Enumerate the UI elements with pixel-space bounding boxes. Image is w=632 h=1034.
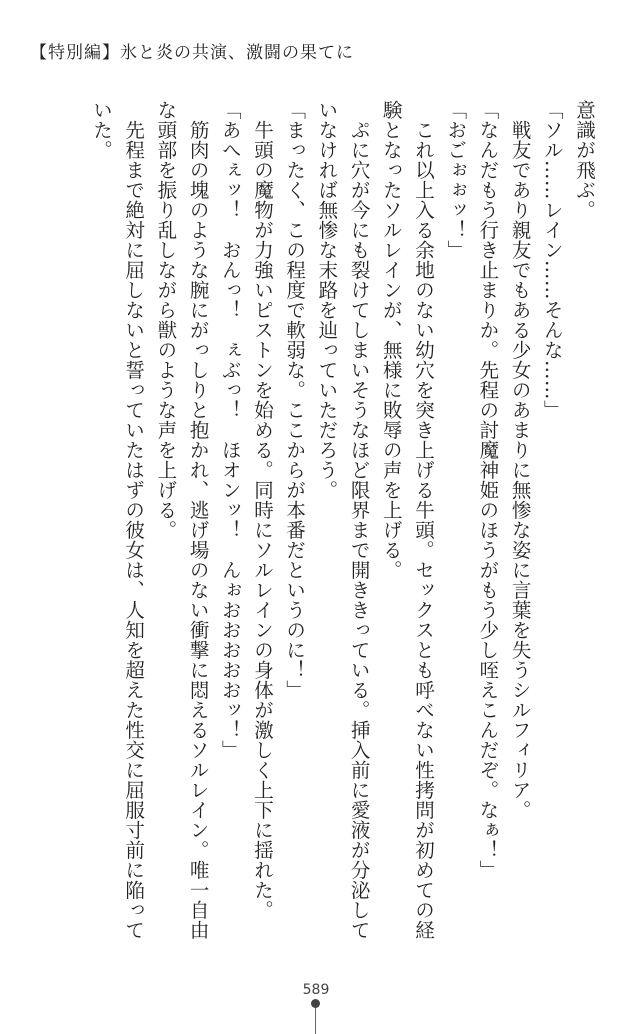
- text-line: 牛頭の魔物が力強いピストンを始める。同時にソルレインの身体が激しく上下に揺れた。: [250, 100, 274, 920]
- page-marker-dot: [311, 999, 320, 1008]
- text-line: 戦友であり親友でもある少女のあまりに無惨な姿に言葉を失うシルフィリア。: [508, 100, 532, 820]
- text-line: 意識が飛ぶ。: [573, 100, 596, 220]
- text-line: 筋肉の塊のような腕にがっしりと抱かれ、逃げ場のない衝撃に悶えるソルレイン。唯一自由な頭部を振り乱しながら獣のような声を上げる。: [154, 100, 210, 940]
- text-line: 「おごぉぉッ！」: [444, 100, 468, 260]
- text-line: 「あへぇッ！ おんっ！ ぇぶっ！ ほオンッ！ んぉおおおおおッ！」: [218, 100, 242, 760]
- text-line: ぷに穴が今にも裂けてしまいそうなほど限界まで開ききっている。挿入前に愛液が分泌していなければ無惨な末路を辿っていただろう。: [315, 100, 371, 940]
- text-line: 「まったく、この程度で軟弱な。ここからが本番だというのに！」: [283, 100, 307, 700]
- page-number: 589: [302, 982, 330, 998]
- vertical-body-text: [30, 100, 600, 950]
- chapter-header: 【特別編】氷と炎の共演、激闘の果てに: [30, 43, 354, 63]
- text-line: 先程まで絶対に屈しないと誓っていたはずの彼女は、人知を超えた性交に屈服寸前に陥っていた。: [89, 100, 146, 940]
- text-line: これ以上入る余地のない幼穴を突き上げる牛頭。セックスとも呼べない性拷問が初めての経験となったソルレインが、無様に敗辱の声を上げる。: [379, 100, 435, 940]
- text-line: 「なんだもう行き止まりか。先程の討魔神姫のほうがもう少し咥えこんだぞ。なぁ！」: [476, 100, 500, 880]
- text-line: 「ソル……レイン……そんな……」: [540, 100, 564, 420]
